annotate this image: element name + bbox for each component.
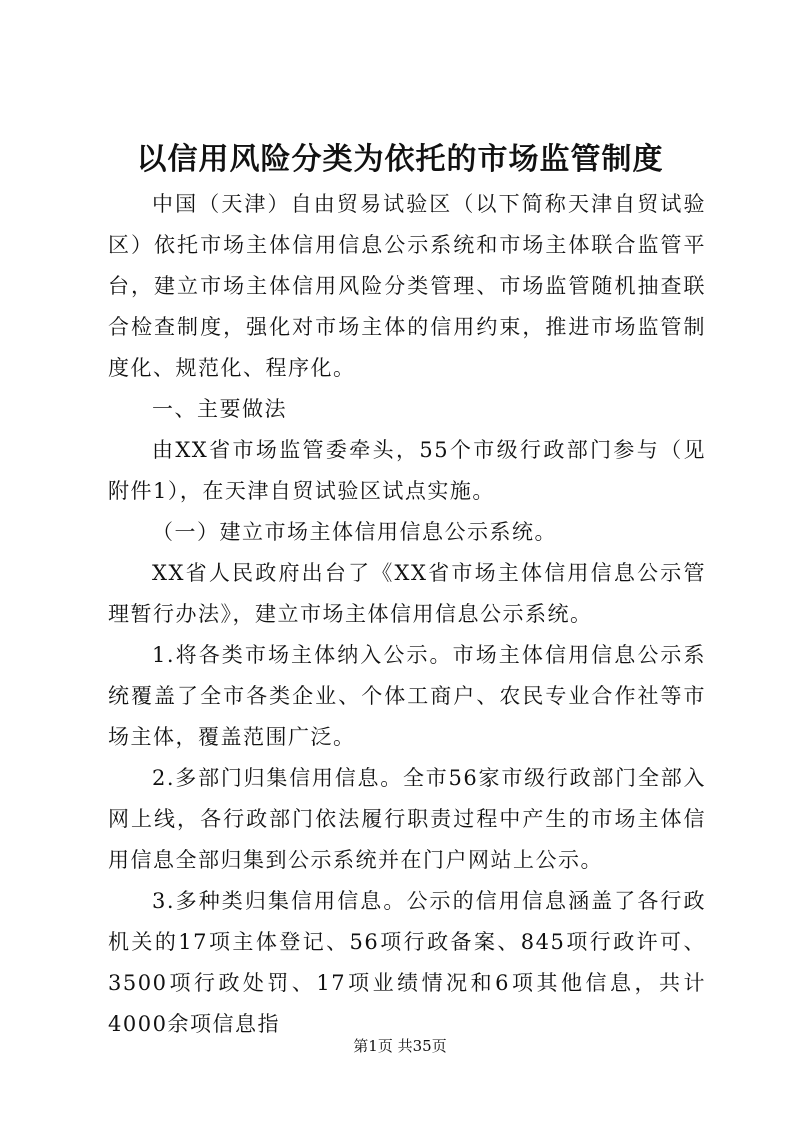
paragraph-intro: 中国（天津）自由贸易试验区（以下简称天津自贸试验区）依托市场主体信用信息公示系统和市场主体联合监管平台，建立市场主体信用风险分类管理、市场监管随机抽查联合检查制度，强化对市场主体的信用约束，推进市场监管制度化、规范化、程序化。 xyxy=(108,192,706,380)
paragraph-item-3: 3.多种类归集信用信息。公示的信用信息涵盖了各行政机关的17项主体登记、56项行政备案、845项行政许可、3500项行政处罚、17项业绩情况和6项其他信息，共计4000余项信息指 xyxy=(108,889,706,1036)
page-number-footer: 第1页 共35页 xyxy=(353,1037,447,1055)
document-title: 以信用风险分类为依托的市场监管制度 xyxy=(136,142,664,177)
paragraph-regulation: XX省人民政府出台了《XX省市场主体信用信息公示管理暂行办法》，建立市场主体信用信息公示系统。 xyxy=(108,561,706,626)
document-body xyxy=(108,184,706,1045)
section-heading-main-practices: 一、主要做法 xyxy=(152,397,287,421)
subsection-heading-1: （一）建立市场主体信用信息公示系统。 xyxy=(152,520,557,544)
paragraph-item-1: 1.将各类市场主体纳入公示。市场主体信用信息公示系统覆盖了全市各类企业、个体工商户、农民专业合作社等市场主体，覆盖范围广泛。 xyxy=(108,643,706,749)
paragraph-lead-agency: 由XX省市场监管委牵头，55个市级行政部门参与（见附件1），在天津自贸试验区试点实施。 xyxy=(108,438,706,503)
paragraph-item-2: 2.多部门归集信用信息。全市56家市级行政部门全部入网上线，各行政部门依法履行职责过程中产生的市场主体信用信息全部归集到公示系统并在门户网站上公示。 xyxy=(108,766,706,872)
